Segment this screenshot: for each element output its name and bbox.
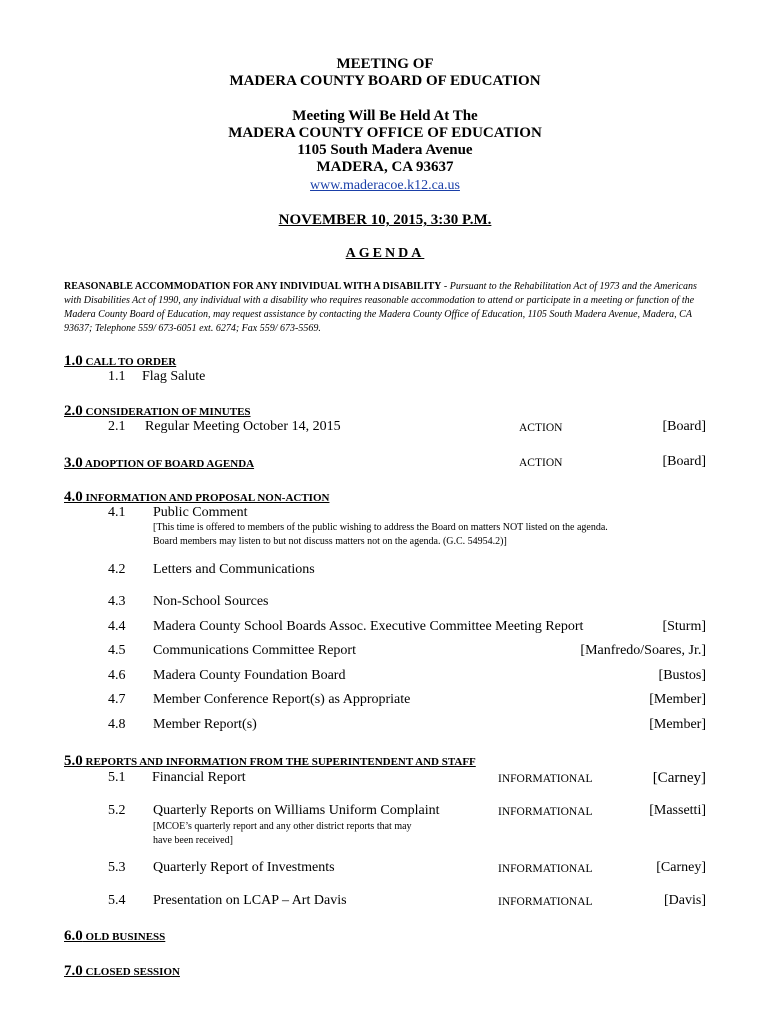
- presenter: [Board]: [662, 454, 706, 469]
- item-number: 4.1: [108, 505, 126, 520]
- accommodation-notice: [64, 280, 709, 336]
- presenter: [Carney]: [652, 770, 706, 786]
- section-1-heading: [64, 352, 176, 370]
- section-5-heading: [64, 752, 476, 770]
- presenter: [Davis]: [664, 893, 706, 908]
- item-text: Financial Report: [152, 770, 246, 785]
- item-number: 4.8: [108, 717, 126, 732]
- item-number: 4.4: [108, 619, 126, 634]
- office-name: MADERA COUNTY OFFICE OF EDUCATION: [228, 125, 542, 141]
- presenter: [Board]: [662, 419, 706, 434]
- section-title: CALL TO ORDER: [82, 356, 177, 368]
- item-number: 5.2: [108, 803, 126, 818]
- item-note: have been received]: [153, 835, 233, 846]
- item-number: 1.1: [108, 369, 126, 384]
- presenter: [Massetti]: [649, 803, 706, 818]
- presenter: [Member]: [649, 692, 706, 707]
- item-text: Letters and Communications: [153, 562, 315, 577]
- section-6-heading: [64, 927, 165, 945]
- item-text: Member Report(s): [153, 717, 257, 732]
- section-number: 7.0: [64, 963, 83, 979]
- item-text: Member Conference Report(s) as Appropriate: [153, 692, 411, 707]
- item-text: Communications Committee Report: [153, 643, 356, 658]
- item-text: Regular Meeting October 14, 2015: [145, 419, 341, 434]
- item-number: 5.4: [108, 893, 126, 908]
- item-number: 5.3: [108, 860, 126, 875]
- section-4-heading: [64, 488, 329, 506]
- informational-label: INFORMATIONAL: [498, 806, 593, 818]
- presenter: [Manfredo/Soares, Jr.]: [580, 643, 706, 658]
- section-title: REPORTS AND INFORMATION FROM THE SUPERINTENDENT AND STAFF: [82, 756, 476, 768]
- section-number: 1.0: [64, 353, 83, 369]
- item-text: Quarterly Report of Investments: [153, 860, 335, 875]
- item-number: 4.3: [108, 594, 126, 609]
- item-number: 4.2: [108, 562, 126, 577]
- action-label: ACTION: [519, 422, 563, 434]
- section-7-heading: [64, 962, 180, 980]
- informational-label: INFORMATIONAL: [498, 773, 593, 785]
- item-number: 4.6: [108, 668, 126, 683]
- informational-label: INFORMATIONAL: [498, 896, 593, 908]
- street-address: 1105 South Madera Avenue: [297, 142, 473, 158]
- item-number: 4.7: [108, 692, 126, 707]
- presenter: [Carney]: [656, 860, 706, 875]
- informational-label: INFORMATIONAL: [498, 863, 593, 875]
- section-3-heading: [64, 454, 254, 472]
- section-title: OLD BUSINESS: [82, 931, 166, 943]
- item-text: Madera County School Boards Assoc. Executive Committee Meeting Report: [153, 619, 584, 634]
- item-number: 4.5: [108, 643, 126, 658]
- website-link[interactable]: www.maderacoe.k12.ca.us: [310, 178, 460, 193]
- item-text: Flag Salute: [142, 369, 206, 384]
- presenter: [Bustos]: [658, 668, 706, 683]
- action-label: ACTION: [519, 457, 563, 469]
- section-number: 4.0: [64, 489, 83, 505]
- section-number: 3.0: [64, 455, 83, 471]
- held-at-text: Meeting Will Be Held At The: [292, 108, 478, 124]
- item-note: [This time is offered to members of the public wishing to address the Board on matters NOT listed on the agenda.: [153, 522, 608, 533]
- section-number: 6.0: [64, 928, 83, 944]
- item-text: Public Comment: [153, 505, 248, 520]
- agenda-title: AGENDA: [345, 246, 425, 261]
- section-title: CLOSED SESSION: [82, 966, 180, 978]
- header-line-1: MEETING OF: [336, 56, 434, 72]
- item-note: Board members may listen to but not discuss matters not on the agenda. (G.C. 54954.2)]: [153, 536, 507, 547]
- section-2-heading: [64, 402, 251, 420]
- item-number: 5.1: [108, 770, 126, 785]
- item-note: [MCOE’s quarterly report and any other district reports that may: [153, 821, 412, 832]
- item-text: Madera County Foundation Board: [153, 668, 346, 683]
- city-address: MADERA, CA 93637: [316, 159, 454, 175]
- presenter: [Member]: [649, 717, 706, 732]
- item-text: Quarterly Reports on Williams Uniform Complaint: [153, 803, 440, 818]
- header-board-name: MADERA COUNTY BOARD OF EDUCATION: [229, 73, 541, 89]
- item-text: Presentation on LCAP – Art Davis: [153, 893, 347, 908]
- presenter: [Sturm]: [662, 619, 706, 634]
- notice-heading: REASONABLE ACCOMMODATION FOR ANY INDIVIDUAL WITH A DISABILITY: [64, 281, 442, 292]
- section-number: 2.0: [64, 403, 83, 419]
- section-title: INFORMATION AND PROPOSAL NON-ACTION: [82, 492, 330, 504]
- section-title: CONSIDERATION OF MINUTES: [82, 406, 251, 418]
- item-number: 2.1: [108, 419, 126, 434]
- section-number: 5.0: [64, 753, 83, 769]
- item-text: Non-School Sources: [153, 594, 269, 609]
- notice-body: - Pursuant to the Rehabilitation Act of 1973 and the Americans with Disabilities Act of 1990, any individual with a disability who requires reasonable accommodation to attend or participate in a meeting or function of the Madera County Board of Education, may request assistance by contacting the Madera County Office of Education, 1105 South Madera Avenue, Madera, CA 93637; Telephone 559/ 673-6051 ext. 6274; Fax 559/ 673-5569.: [64, 281, 697, 334]
- meeting-date: NOVEMBER 10, 2015, 3:30 P.M.: [278, 212, 492, 228]
- section-title: ADOPTION OF BOARD AGENDA: [82, 458, 255, 470]
